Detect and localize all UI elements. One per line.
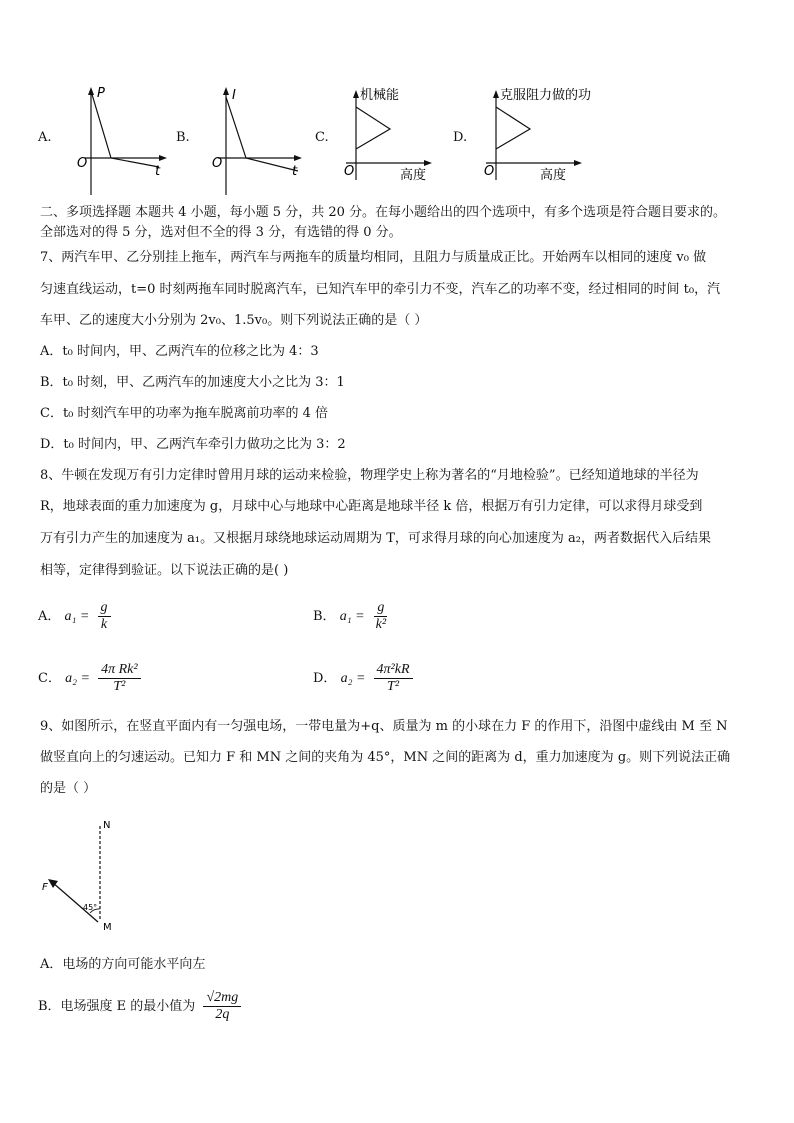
q8-option-a — [38, 600, 111, 633]
q9-force-diagram — [38, 812, 128, 937]
q8-option-b-numerator: g — [374, 600, 387, 617]
point-n-label: N — [103, 820, 111, 831]
q8-option-b — [313, 600, 389, 633]
angle-label: 45° — [83, 903, 98, 912]
q8-option-d — [313, 662, 413, 695]
graph-option-a-label: A. — [38, 130, 52, 145]
q9-option-b-denominator: 2q — [215, 1007, 230, 1022]
q8-option-b-fraction — [373, 600, 389, 633]
q7-option-d: D．t₀ 时间内，甲、乙两汽车牵引力做功之比为 3：2 — [40, 437, 346, 452]
graph-d-origin: O — [484, 164, 495, 179]
q7-stem-line3: 车甲、乙的速度大小分别为 2v₀、1.5v₀。则下列说法正确的是（ ） — [40, 313, 428, 328]
q9-option-b — [38, 990, 241, 1023]
graph-b-origin: O — [212, 156, 223, 171]
graph-option-c-label: C. — [315, 130, 329, 145]
graph-b-x-label: t — [292, 164, 298, 179]
section2-instructions-line2: 全部选对的得 5 分，选对但不全的得 3 分，有选错的得 0 分。 — [40, 225, 402, 240]
q7-stem-line1: 7、两汽车甲、乙分别挂上拖车，两汽车与两拖车的质量均相同，且阻力与质量成正比。开始两车以相同的速度 v₀ 做 — [40, 250, 707, 265]
q8-option-a-denominator: k — [100, 617, 108, 632]
q7-option-c: C．t₀ 时刻汽车甲的功率为拖车脱离前功率的 4 倍 — [40, 406, 329, 421]
q8-option-a-lhs: a₁ = — [64, 609, 90, 624]
q9-stem-line3: 的是（ ） — [40, 781, 97, 796]
q8-stem-line4: 相等，定律得到验证。以下说法正确的是( ) — [40, 563, 289, 578]
q8-stem-line3: 万有引力产生的加速度为 a₁。又根据月球绕地球运动周期为 T，可求得月球的向心加速度为 a₂，两者数据代入后结果 — [40, 531, 711, 546]
q8-option-c-lhs: a₂ = — [65, 671, 90, 686]
force-f-arrow — [52, 882, 98, 922]
section2-instructions-line1: 二、多项选择题 本题共 4 小题，每小题 5 分，共 20 分。在每小题给出的四个选项中，有多个选项是符合题目要求的。 — [40, 205, 727, 220]
force-f-label: F — [42, 882, 48, 893]
q8-option-d-fraction — [374, 662, 413, 695]
q8-option-a-numerator: g — [98, 600, 111, 617]
graph-c-origin: O — [344, 164, 355, 179]
graph-a-origin: O — [77, 156, 88, 171]
q8-option-d-lhs: a₂ = — [340, 671, 366, 686]
q8-option-b-lhs: a₁ = — [339, 609, 365, 624]
graph-a-x-label: t — [155, 164, 161, 179]
q8-option-c-label: C． — [38, 671, 61, 686]
q8-option-b-denominator: k² — [375, 617, 387, 632]
q9-option-b-numerator: √2mg — [203, 990, 241, 1007]
q7-stem-line2: 匀速直线运动，t=0 时刻两拖车同时脱离汽车，已知汽车甲的牵引力不变，汽车乙的功率不变，经过相同的时间 t₀，汽 — [40, 282, 721, 297]
graph-d-y-label: 克服阻力做的功 — [500, 88, 592, 103]
q8-option-d-label: D． — [313, 671, 337, 686]
graph-a-power-time — [75, 85, 170, 200]
q8-stem-line1: 8、牛顿在发现万有引力定律时曾用月球的运动来检验，物理学史上称为著名的“月地检验”。已经知道地球的半径为 — [40, 468, 699, 483]
graph-a-y-label: P — [97, 86, 105, 101]
q8-option-a-label: A． — [38, 609, 61, 624]
graph-c-y-label: 机械能 — [360, 88, 400, 103]
graph-option-b-label: B. — [176, 130, 190, 145]
q8-option-c-numerator: 4π Rk² — [98, 662, 140, 679]
graph-d-work-against-resistance — [482, 85, 622, 185]
graph-c-x-label: 高度 — [400, 168, 427, 183]
point-m-label: M — [103, 922, 112, 933]
graph-c-mechanical-energy — [342, 85, 442, 185]
q8-option-c — [38, 662, 141, 695]
graph-option-d-label: D. — [453, 130, 468, 145]
q7-option-a: A．t₀ 时间内，甲、乙两汽车的位移之比为 4：3 — [40, 344, 319, 359]
graph-b-y-label: I — [232, 88, 236, 103]
q9-stem-line1: 9、如图所示，在竖直平面内有一匀强电场，一带电量为+q、质量为 m 的小球在力 F 的作用下，沿图中虚线由 M 至 N — [40, 719, 728, 734]
q9-option-b-text: B．电场强度 E 的最小值为 — [38, 999, 196, 1014]
q9-option-b-fraction — [203, 990, 241, 1023]
q8-option-a-fraction — [98, 600, 111, 633]
q8-option-c-denominator: T² — [113, 679, 126, 694]
q8-option-d-numerator: 4π²kR — [374, 662, 413, 679]
q8-option-c-fraction — [98, 662, 140, 695]
q8-stem-line2: R，地球表面的重力加速度为 g，月球中心与地球中心距离是地球半径 k 倍，根据万有引力定律，可以求得月球受到 — [40, 499, 703, 514]
graph-d-x-label: 高度 — [540, 168, 567, 183]
q9-option-a: A．电场的方向可能水平向左 — [40, 957, 206, 972]
q7-option-b: B．t₀ 时刻，甲、乙两汽车的加速度大小之比为 3：1 — [40, 375, 345, 390]
q9-stem-line2: 做竖直向上的匀速运动。已知力 F 和 MN 之间的夹角为 45°，MN 之间的距离为 d，重力加速度为 g。则下列说法正确 — [40, 750, 731, 765]
q8-option-d-denominator: T² — [387, 679, 400, 694]
graph-b-impulse-time — [210, 85, 310, 200]
q8-option-b-label: B． — [313, 609, 336, 624]
